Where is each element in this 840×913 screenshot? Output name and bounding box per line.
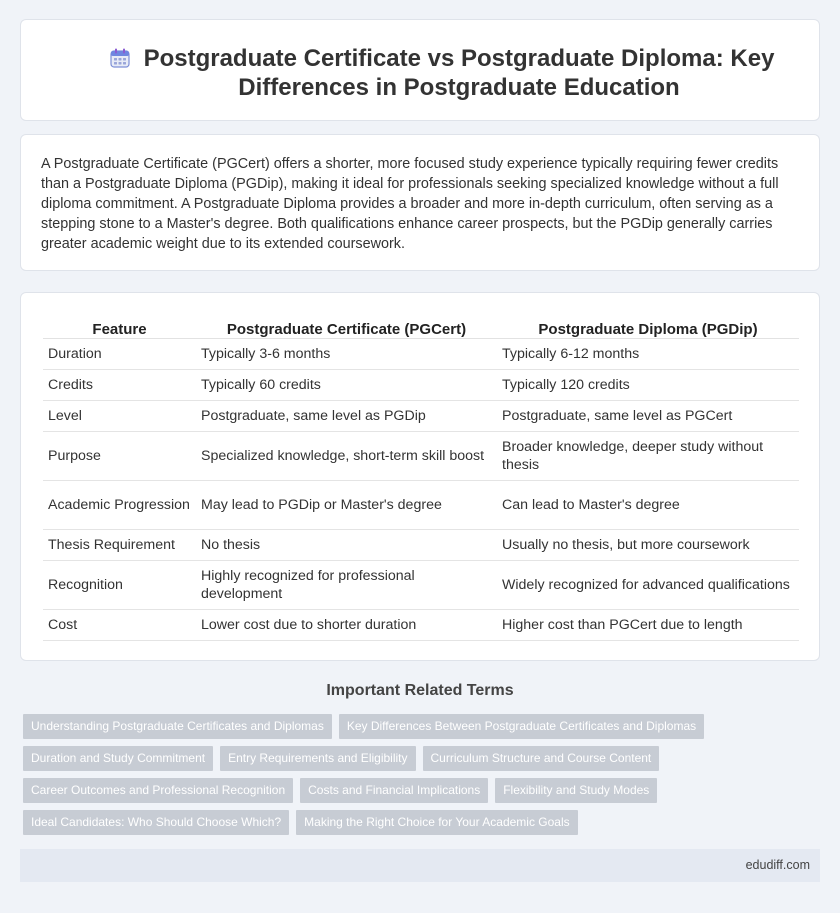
calendar-icon — [109, 47, 131, 69]
pgcert-cell: Lower cost due to shorter duration — [196, 609, 497, 640]
pgdip-cell: Can lead to Master's degree — [497, 480, 799, 529]
pgcert-cell: Postgraduate, same level as PGDip — [196, 400, 497, 431]
comparison-table — [43, 315, 799, 641]
table-row — [43, 369, 799, 400]
pgcert-cell: No thesis — [196, 529, 497, 560]
table-row — [43, 560, 799, 609]
related-tag[interactable]: Career Outcomes and Professional Recognition — [23, 778, 293, 803]
site-name[interactable]: edudiff.com — [745, 858, 810, 872]
pgdip-cell: Broader knowledge, deeper study without thesis — [497, 431, 799, 480]
feature-cell: Recognition — [43, 560, 196, 609]
pgdip-cell: Higher cost than PGCert due to length — [497, 609, 799, 640]
header-pgcert: Postgraduate Certificate (PGCert) — [196, 315, 497, 338]
related-tag[interactable]: Entry Requirements and Eligibility — [220, 746, 415, 771]
pgcert-cell: Highly recognized for professional development — [196, 560, 497, 609]
related-tags-row — [23, 746, 659, 771]
pgdip-cell: Postgraduate, same level as PGCert — [497, 400, 799, 431]
intro-card — [20, 134, 820, 271]
table-header-row — [43, 315, 799, 338]
related-terms-heading: Important Related Terms — [326, 682, 514, 699]
pgcert-cell: Typically 3-6 months — [196, 338, 497, 369]
related-tag[interactable]: Understanding Postgraduate Certificates and Diplomas — [23, 714, 332, 739]
feature-cell: Thesis Requirement — [43, 529, 196, 560]
pgdip-cell: Widely recognized for advanced qualifications — [497, 560, 799, 609]
related-tag[interactable]: Costs and Financial Implications — [300, 778, 488, 803]
pgcert-cell: Typically 60 credits — [196, 369, 497, 400]
feature-cell: Credits — [43, 369, 196, 400]
table-row — [43, 400, 799, 431]
header-feature: Feature — [43, 315, 196, 338]
feature-cell: Level — [43, 400, 196, 431]
header-pgdip: Postgraduate Diploma (PGDip) — [497, 315, 799, 338]
related-tags-row — [23, 810, 578, 835]
feature-cell: Duration — [43, 338, 196, 369]
feature-cell: Academic Progression — [43, 480, 196, 529]
pgdip-cell: Usually no thesis, but more coursework — [497, 529, 799, 560]
feature-cell: Cost — [43, 609, 196, 640]
related-tag[interactable]: Flexibility and Study Modes — [495, 778, 657, 803]
comparison-card — [20, 292, 820, 661]
table-row — [43, 529, 799, 560]
table-row — [43, 480, 799, 529]
pgdip-cell: Typically 6-12 months — [497, 338, 799, 369]
table-row — [43, 431, 799, 480]
pgcert-cell: May lead to PGDip or Master's degree — [196, 480, 497, 529]
table-row — [43, 338, 799, 369]
feature-cell: Purpose — [43, 431, 196, 480]
related-tags-row — [23, 778, 657, 803]
table-row — [43, 609, 799, 640]
related-tag[interactable]: Key Differences Between Postgraduate Certificates and Diplomas — [339, 714, 704, 739]
footer — [20, 849, 820, 882]
related-tag[interactable]: Ideal Candidates: Who Should Choose Which? — [23, 810, 289, 835]
related-tag[interactable]: Curriculum Structure and Course Content — [423, 746, 660, 771]
related-tag[interactable]: Duration and Study Commitment — [23, 746, 213, 771]
related-tags-row — [23, 714, 704, 739]
pgcert-cell: Specialized knowledge, short-term skill boost — [196, 431, 497, 480]
title-card — [20, 19, 820, 121]
pgdip-cell: Typically 120 credits — [497, 369, 799, 400]
related-tag[interactable]: Making the Right Choice for Your Academic Goals — [296, 810, 577, 835]
page-title: Postgraduate Certificate vs Postgraduate Diploma: Key Differences in Postgraduate Education — [143, 45, 775, 101]
intro-paragraph: A Postgraduate Certificate (PGCert) offers a shorter, more focused study experience typically requiring fewer credits than a Postgraduate Diploma (PGDip), making it ideal for professionals seeking specialized knowledge without a full diploma commitment. A Postgraduate Diploma provides a broader and more in-depth curriculum, often serving as a stepping stone to a Master's degree. Both qualifications enhance career prospects, but the PGDip generally carries greater academic weight due to its extended coursework. — [41, 156, 779, 252]
